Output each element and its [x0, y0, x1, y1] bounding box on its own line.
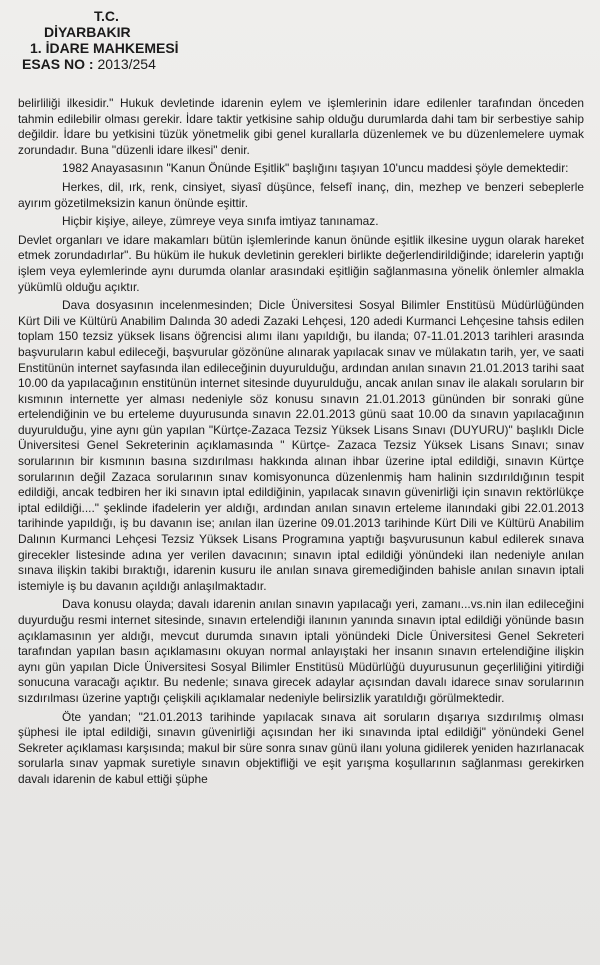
esas-label: ESAS NO :	[22, 56, 94, 72]
paragraph: belirliliği ilkesidir." Hukuk devletinde idarenin eylem ve işlemlerinin idare edilenler tarafından önceden tahmin edilebilir olması gerekir. İdare taktir yetkisine sahip olduğu durumlarda dahi tam bir serbestiye sahip değildir. İdare bu yetkisini tüzük yönetmelik gibi genel kurallarla düzenlemek ve bu düzenlemelere uymak zorundadır. Buna "düzenli idare ilkesi" denir.	[18, 96, 584, 157]
paragraph: 1982 Anayasasının "Kanun Önünde Eşitlik" başlığını taşıyan 10'uncu maddesi şöyle demektedir:	[62, 161, 569, 176]
header-esas	[22, 56, 584, 72]
document-header	[22, 8, 584, 72]
paragraph: Dava konusu olayda; davalı idarenin anılan sınavın yapılacağı yeri, zamanı...vs.nin ilan edileceğini duyurduğu resmi internet sitesinde, sınavın ertelendiği ilanının yanında sınavın iptal edildiği yönünde basın açıklamasının yer aldığı, mevcut durumda sınavın iptali yönündeki Dicle Üniversitesi Genel Sekreteri tarafından yapılan basın açıklamasını okuyan normal anlayıştaki her insanın sınavın ertelendiğine ilişkin aynı gün yapılan Dicle Üniversitesi Sosyal Bilimler Enstitüsü Müdürlüğü duyurusunun geçerliliğini yitirdiği sonucuna varacağı açıktır. Bu nedenle; sınava girecek adaylar açısından davalı idarece sınav sorularının sızdırılması üzerine yaptığı çelişkili açıklamalar nedeniyle belirsizlik yaratıldığı görülmektedir.	[18, 597, 584, 705]
paragraph-quote: Herkes, dil, ırk, renk, cinsiyet, siyasî düşünce, felsefî inanç, din, mezhep ve benzeri sebeplerle ayırım gözetilmeksizin kanun önünde eşittir.	[18, 179, 584, 210]
paragraph: Dava dosyasının incelenmesinden; Dicle Üniversitesi Sosyal Bilimler Enstitüsü Müdürlüğünden Kürt Dili ve Kültürü Anabilim Dalında 30 adedi Zazaki Lehçesi, 120 adedi Kurmanci Lehçesine tahsis edilen toplam 150 tezsiz yüksek lisans öğrencisi alımı ilanı yapıldığı, bu ilanda; 07-11.01.2013 tarihleri arasında başvuruların kabul edileceği, başvurular gözönüne alınarak yapılacak sınav ve mülakatın tarih, yer, ve saati Enstitünün internet sayfasında ilan edileceğinin duyurulduğu, ardından anılan sınavın 21.01.2013 tarihi saat 10.00 da yapılacağının enstitünün internet sitesinde duyurulduğu, ancak anılan sınav ile alakalı soruların bir kısmının internette yer alması nedeniyle söz konusu sınavın 21.01.2013 gününden bir sonraki güne ertelendiğinin ve bu erteleme duyurusunda sınavın 22.01.2013 günü saat 10.00 da sınavın yapılacağının duyurulduğu, yine aynı gün yapılan "Kürtçe-Zazaca Tezsiz Yüksek Lisans Sınavı (DUYURU)" başlıklı Dicle Üniversitesi Genel Sekreterinin açıklamasında " Kürtçe- Zazaca Tezsiz Yüksek Lisans Sınavı; sınav sorularının bir kısmının basına sızdırılması hakkında alınan ihbar üzerine iptal edildiği, sınavın Kürtçe sorularının değil Zazaca sorularının sınav komisyonunca düzenlenmiş ham halinin sızdırıldığının tespit edildiği, ancak tedbiren her iki sınavın iptal edildiğinin, yapılacak sınavın güvenirliği için sınavın rektörlükçe iptal edildiği...." şeklinde ifadelerin yer aldığı, ardından anılan sınavın erteleme ilanındaki gibi 22.01.2013 tarihinde yapıldığı, iş bu davanın ise; anılan ilan üzerine 09.01.2013 tarihinde Kürt Dili ve Kültürü Anabilim Dalının Kurmanci Lehçesi Tezsiz Yüksek Lisans Programına yaptığı başvurusunun kabul edilerek sınava girecekler listesinde adına yer verilen davacının; sınavın iptal edildiği yönündeki ilan nedeniyle anılan sınava ilişkin takibi bıraktığı, idarenin kusuru ile anılan sınava giremediğinden bahisle anılan sınavın iptali istemiyle iş bu davanın açıldığı anlaşılmaktadır.	[18, 298, 584, 593]
header-court: 1. İDARE MAHKEMESİ	[30, 40, 179, 56]
header-city: DİYARBAKIR	[44, 24, 131, 40]
paragraph: Devlet organları ve idare makamları bütün işlemlerinde kanun önünde eşitlik ilkesine uygun olarak hareket etmek zorundadırlar". Bu hüküm ile hukuk devletinin gerekleri birlikte değerlendirildiğinde; idarelerin yaptığı işlem veya eylemlerinde aynı durumda olanlar arasındaki eşitliğin sağlanmasına yönelik önlemler almakla yükümlü olduğu açıktır.	[18, 232, 584, 294]
header-tc: T.C.	[94, 8, 119, 24]
document-body	[18, 96, 584, 788]
paragraph: Öte yandan; "21.01.2013 tarihinde yapılacak sınava ait soruların dışarıya sızdırılmış olması şüphesi ile iptal edildiği, sınavın güvenirliği açısından her iki sınavında iptal edildiği" yönündeki Genel Sekreter açıklaması karşısında; makul bir süre sonra sınav günü ilanı yoluna gidilerek yeniden hazırlanacak sorularla sınav yapmak suretiyle sınavın objektifliği ve eşit yarışma koşullarının sağlanması gerekirken davalı idarenin de kabul ettiği şüphe	[18, 709, 584, 786]
esas-number: 2013/254	[97, 56, 156, 72]
paragraph-quote: Hiçbir kişiye, aileye, zümreye veya sınıfa imtiyaz tanınamaz.	[62, 214, 379, 229]
